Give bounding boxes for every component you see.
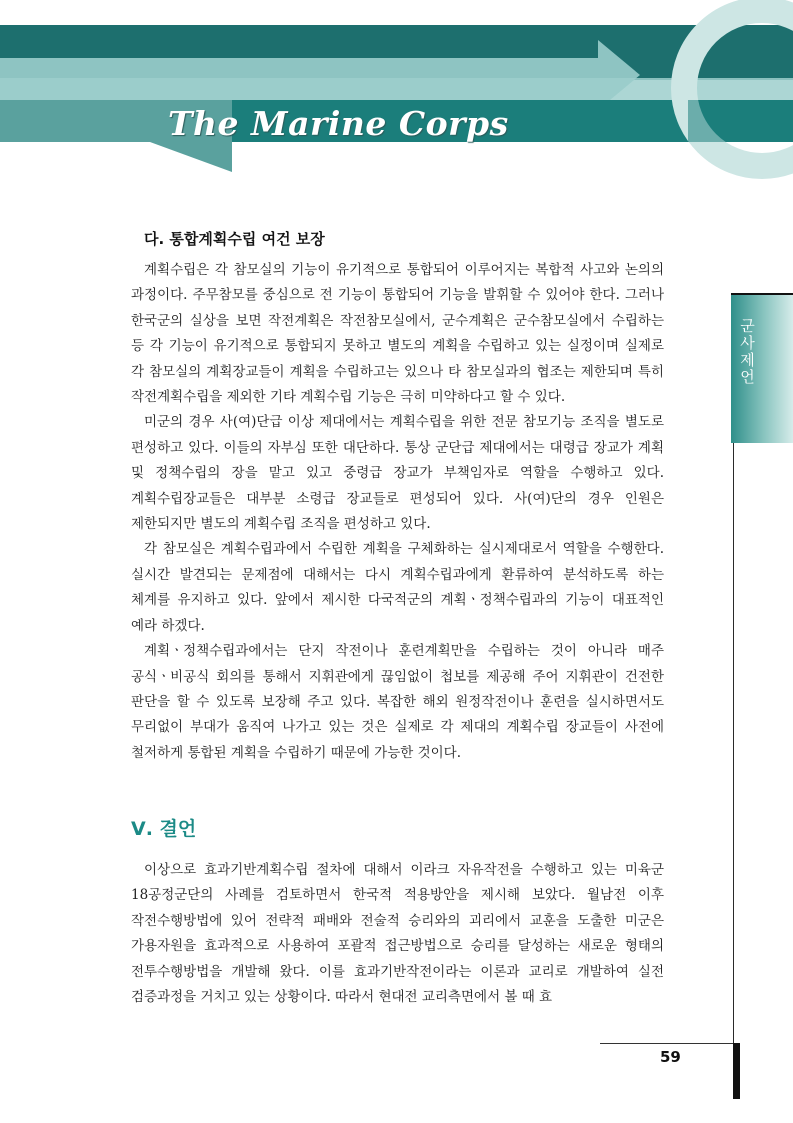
page-rule xyxy=(600,1043,740,1044)
page-number: 59 xyxy=(660,1048,681,1066)
section-paragraph-3: 각 참모실은 계획수립과에서 수립한 계획을 구체화하는 실시제대로서 역할을 수행한다. 실시간 발견되는 문제점에 대해서는 다시 계획수립과에게 환류하여 분석하도록 하는 체계를 유지하고 있다. 앞에서 제시한 다국적군의 계획ㆍ정책수립과의 기능이 대표적인 예라 하겠다. xyxy=(131,541,664,634)
side-tab-label: 군사제언 xyxy=(738,318,756,386)
chapter-heading: Ⅴ. 결언 xyxy=(131,818,197,840)
header-title: The Marine Corps xyxy=(168,104,509,143)
chapter-body xyxy=(131,858,664,1010)
section-paragraph-4: 계획ㆍ정책수립과에서는 단지 작전이나 훈련계획만을 수립하는 것이 아니라 매주 공식ㆍ비공식 회의를 통해서 지휘관에게 끊임없이 첩보를 제공해 주어 지휘관이 건전한 판단을 할 수 있도록 보장해 주고 있다. 복잡한 해외 원정작전이나 훈련을 실시하면서도 무리없이 부대가 움직여 나가고 있는 것은 실제로 각 제대의 계획수립 장교들이 사전에 철저하게 통합된 계획을 수립하기 때문에 가능한 것이다. xyxy=(131,643,664,761)
header-banner xyxy=(0,0,793,180)
section-paragraph-1: 계획수립은 각 참모실의 기능이 유기적으로 통합되어 이루어지는 복합적 사고와 논의의 과정이다. 주무참모를 중심으로 전 기능이 통합되어 기능을 발휘할 수 있어야 한다. 그러나 한국군의 실상을 보면 작전계획은 작전참모실에서, 군수계획은 군수참모실에서 수립하는 등 각 기능이 유기적으로 통합되지 못하고 별도의 계획을 수립하고 있는 실정이며 실제로 각 참모실의 계획장교들이 계획을 수립하고는 있으나 타 참모실과의 협조는 제한되며 특히 작전계획수립을 제외한 기타 계획수립 기능은 극히 미약하다고 할 수 있다. xyxy=(131,262,664,406)
chapter-paragraph-1: 이상으로 효과기반계획수립 절차에 대해서 이라크 자유작전을 수행하고 있는 미육군 18공정군단의 사례를 검토하면서 한국적 적용방안을 제시해 보았다. 월남전 이후 작전수행방법에 있어 전략적 패배와 전술적 승리와의 괴리에서 교훈을 도출한 미군은 가용자원을 효과적으로 사용하여 포괄적 접근방법으로 승리를 달성하는 새로운 형태의 전투수행방법을 개발해 왔다. 이를 효과기반작전이라는 이론과 교리로 개발하여 실전 검증과정을 거치고 있는 상황이다. 따라서 현대전 교리측면에서 볼 때 효 xyxy=(131,862,664,1006)
section-body xyxy=(131,258,664,766)
side-rule xyxy=(733,443,734,1043)
section-paragraph-2: 미군의 경우 사(여)단급 이상 제대에서는 계획수립을 위한 전문 참모기능 조직을 별도로 편성하고 있다. 이들의 자부심 또한 대단하다. 통상 군단급 제대에서는 대령급 장교가 계획 및 정책수립의 장을 맡고 있고 중령급 장교가 부책임자로 역할을 수행하고 있다. 계획수립장교들은 대부분 소령급 장교들로 편성되어 있다. 사(여)단의 경우 인원은 제한되지만 별도의 계획수립 조직을 편성하고 있다. xyxy=(131,414,664,533)
page-bar xyxy=(733,1043,740,1099)
section-heading: 다. 통합계획수립 여건 보장 xyxy=(144,230,325,248)
